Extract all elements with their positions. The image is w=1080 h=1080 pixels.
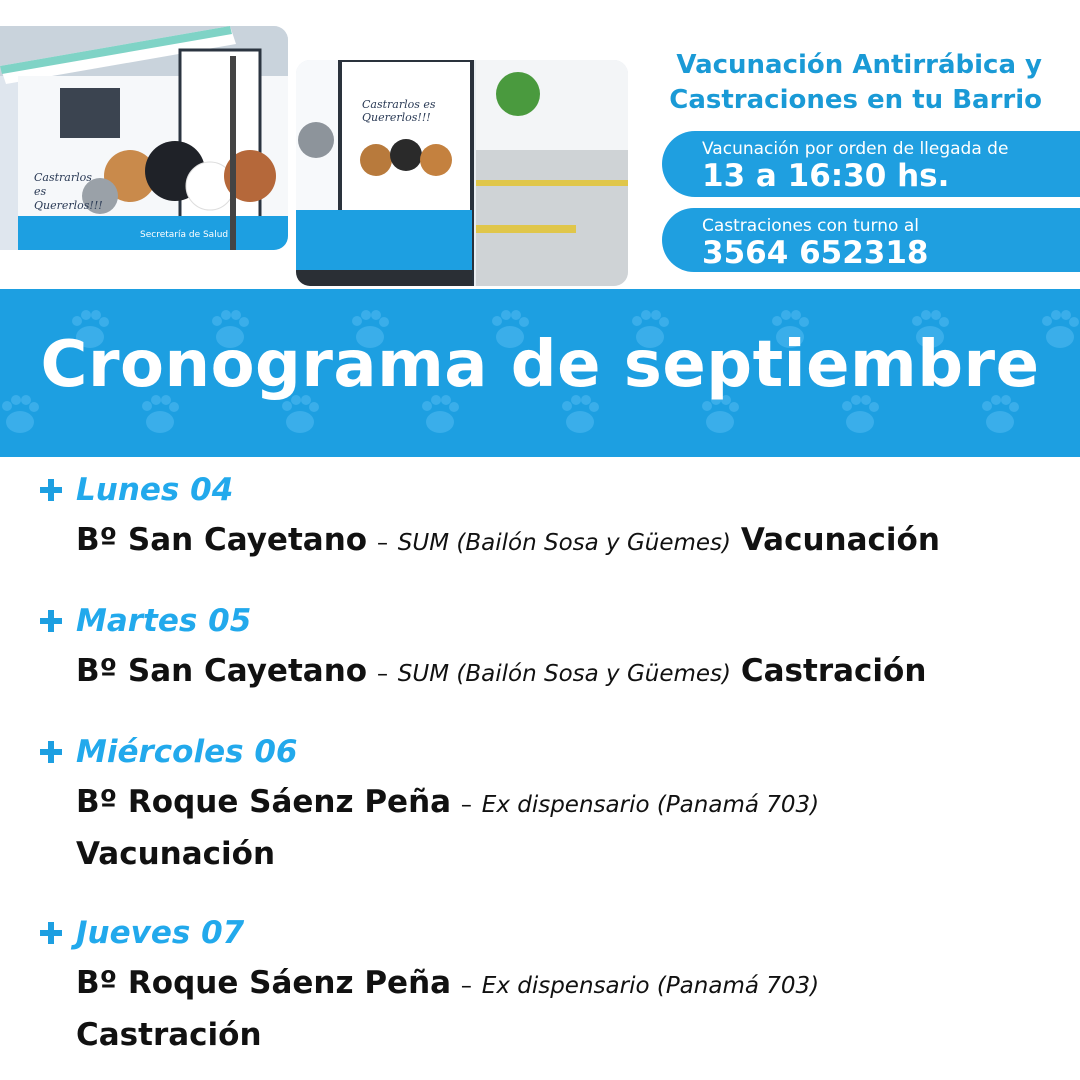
schedule-activity: Castración: [76, 1017, 262, 1053]
headline-line-2: Castraciones en tu Barrio: [669, 85, 1042, 115]
schedule-place: Bº Roque Sáenz Peña: [76, 784, 452, 820]
page-title: Cronograma de septiembre: [40, 328, 1040, 402]
title-band: [0, 289, 1080, 457]
schedule-day: Jueves 07: [76, 915, 245, 951]
separator: –: [376, 662, 388, 687]
vaccination-label: Vacunación por orden de llegada de: [702, 139, 1009, 159]
schedule-place: Bº Roque Sáenz Peña: [76, 965, 452, 1001]
schedule-entry: [36, 913, 1056, 1059]
unit-sign-text: Castrarlos es Quererlos!!!: [34, 171, 103, 212]
mobile-unit-photo: [0, 26, 288, 250]
schedule-location: SUM (Bailón Sosa y Güemes): [397, 661, 732, 687]
plus-icon: [36, 610, 66, 632]
secretaria-label: Secretaría de Salud: [140, 230, 229, 240]
plus-icon: [36, 479, 66, 501]
separator: –: [460, 793, 472, 818]
plus-icon: [36, 741, 66, 763]
unit-sign-text-2: Castrarlos es Quererlos!!!: [362, 98, 436, 124]
vaccination-hours-pill: [662, 131, 1080, 197]
schedule-activity: Vacunación: [740, 522, 940, 558]
schedule-entry: [36, 470, 1056, 568]
schedule-place: Bº San Cayetano: [76, 522, 368, 558]
schedule-day: Martes 05: [76, 603, 252, 639]
castration-label: Castraciones con turno al: [702, 216, 919, 236]
separator: –: [460, 974, 472, 999]
street-unit-photo: [296, 60, 628, 286]
schedule-location: SUM (Bailón Sosa y Güemes): [397, 530, 732, 556]
separator: –: [376, 531, 388, 556]
schedule-place: Bº San Cayetano: [76, 653, 368, 689]
castration-phone: 3564 652318: [702, 235, 929, 271]
schedule-entry: [36, 601, 1056, 699]
schedule-activity: Castración: [740, 653, 927, 689]
schedule-day: Miércoles 06: [76, 734, 298, 770]
vaccination-hours: 13 a 16:30 hs.: [702, 158, 950, 194]
schedule-day: Lunes 04: [76, 472, 234, 508]
schedule-location: Ex dispensario (Panamá 703): [481, 792, 820, 818]
plus-icon: [36, 922, 66, 944]
schedule-location: Ex dispensario (Panamá 703): [481, 973, 820, 999]
schedule-activity: Vacunación: [76, 836, 276, 872]
castration-phone-pill: [662, 208, 1080, 272]
headline-line-1: Vacunación Antirrábica y: [676, 50, 1042, 80]
schedule-entry: [36, 732, 1056, 878]
headline: [622, 48, 1042, 118]
